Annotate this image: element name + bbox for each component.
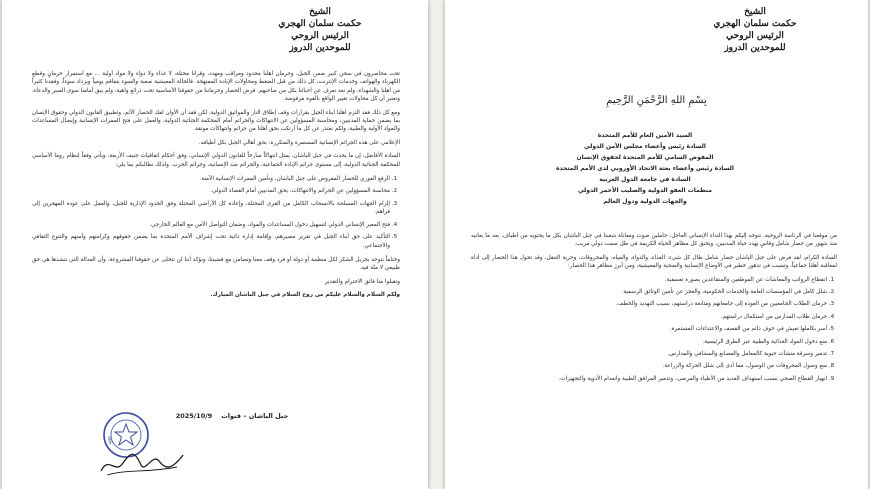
paragraph: من موقعنا في الرئاسة الروحية، نتوجه إليكم بهذا النداء الإنساني العاجل، حاملين صوت ومعاناة شعبنا في جبل الباشان بكل ما يحتويه من أطياف، بعد ما يعانيه منذ شهور من حصار شامل وقاسٍ يهدد حياة المدنيين، ويخنق كل مظاهر الحياة الكريمة في ظل صمت دولي مريب. — [471, 233, 837, 248]
letterhead-community: للموحدين الدروز — [289, 43, 351, 53]
letterhead-name: حكمت سلمان الهجري — [713, 19, 797, 29]
recipient: السادة في جامعة الدول العربية — [599, 176, 691, 183]
list-item: 3. إلزام الجهات المسلحة بالانسحاب الكامل من القرى المحتلة، وإعادة كل الأراضي المحتلة وفق الحدود الإدارية للجبل، والعمل على عودة المهجرين إلى قراهم. — [32, 200, 390, 217]
letter-page-right — [445, 0, 868, 489]
recipient: منظمات العفو الدولية والصليب الأحمر الدولي — [577, 187, 712, 194]
letterhead-name: حكمت سلمان الهجري — [278, 19, 362, 29]
letterhead — [240, 6, 400, 54]
recipient: والجهات الدولية ودول العالم — [603, 198, 687, 205]
list-item: 2. شلل كامل في المؤسسات العامة والخدمات الحكومية، والعجز عن تأمين الوثائق الرسمية. — [471, 288, 827, 296]
list-item: 7. تدمير وسرقة منشآت حيوية كالمعامل والمصانع والمشافي والمدارس. — [471, 350, 827, 358]
signature-place: جبل الباشان – قنوات — [221, 412, 289, 420]
recipient: السادة رئيس وأعضاء مجلس الأمن الدولي — [584, 143, 706, 150]
paragraph: ومع كل ذلك فقد التزم أهلنا أبناء الجبل بقرارات وقف إطلاق النار والمواثيق الدولية، لكن فقد أن الأوان لفك الحصار الآثم، وتطبيق القانون الدولي وحقوق الإنسان بما يضمن حماية المدنيين، ومحاسبة المسؤولين عن الانتهاكات والجرائم أمام المحكمة الجنائية الدولية، والعمل على فتح الممرات الإنسانية وإيصال المساعدات والمواد الأولية والطبية، ولكم نعتذر عن كل ما ارتكب بحق أهلنا من جرائم وانتهاكات موثقة. — [32, 109, 400, 133]
letterhead-role: الرئيس الروحي — [291, 31, 349, 41]
signature-place-date — [142, 412, 322, 420]
list-item: 1. انقطاع الرواتب والمعاشات عن الموظفين والمتقاعدين بصورة تعسفية. — [471, 276, 827, 284]
list-item: 8. منع وصول المحروقات من الوصول، مما أدى إلى شلل الحركة والزراعة. — [471, 362, 827, 370]
recipients-list — [505, 130, 785, 207]
list-item: 1. الرفع الفوري للحصار المفروض على جبل الباشان، وتأمين الممرات الإنسانية الآمنة. — [32, 175, 390, 183]
letterhead-role: الرئيس الروحي — [726, 31, 784, 41]
letterhead-title: الشيخ — [309, 7, 331, 17]
list-item: 2. محاسبة المسؤولين عن الجرائم والانتهاكات، بحق المدنيين أمام القضاء الدولي. — [32, 187, 390, 195]
closing-paragraph: وختاماً نتوجه بجزيل الشكر لكل منظمة أو دولة أو فرد وقف معنا وتضامن مع قضيتنا، ونؤكد أننا لن نتخلى عن حقوقنا المشروعة، وأن العدالة التي ننشدها هي حق طبيعي لا منّة فيه. — [32, 256, 400, 272]
paragraph: تحت محاصرون في سجن كبير ضمن الجبل، وحرمان أهلنا محدود ومراقب ومهدد، وقرانا محتلة، لا غذاء ولا دواء ولا مواد أولية ... مع استمرار حرمانٍ وقطع الكهرباء والهواتف وخدمات الإنترنت، كل ذلك من قبل الضغط ومحاولات الإبادة الممنهجة. فالحالة المعيشية صعبة والسوء يتفاقم يومياً ويزداد سوءاً، وفقدنا كثيراً من أهلنا والشهداء، ولم نعد نعرف عن أحبائنا بكل من صاحبهم. فرض الحصار وحرماننا من حقوقنا الأساسية تحت ذرائع واهية، ولم يبق أمامنا سوى الصبر والدعاء، ونعتبر أن كل محاولات تغيير الواقع بالقوة مرفوضة. — [32, 71, 400, 103]
closing-paragraph: وتقبلوا منا فائق الاحترام والتقدير — [324, 278, 400, 285]
handwritten-signature-icon — [97, 445, 187, 479]
list-item: 4. حرمان طلاب المدارس من استكمال دراستهم. — [471, 313, 827, 321]
list-item: 5. التأكيد على حق أبناء الجبل في تقرير مصيرهم، وإقامة إدارة ذاتية تحت إشراف الأمم المتحدة بما يضمن حقوقهم وكرامتهم وأمنهم والتنوع الثقافي والاجتماعي. — [32, 233, 390, 250]
letterhead-title: الشيخ — [744, 7, 766, 17]
list-item: 3. حرمان الطلاب الجامعيين من العودة إلى جامعاتهم ومتابعة دراستهم، بسبب التهديد والخطف. — [471, 300, 827, 308]
list-item: 6. منع دخول المواد الغذائية والطبية عبر الطرق الرئيسية. — [471, 338, 827, 346]
letter-page-left — [2, 0, 428, 489]
greeting: ولكم السلام والسلام عليكم من روح السلام في جبل الباشان المبارك. — [210, 292, 400, 299]
letterhead — [675, 6, 835, 54]
list-item: 5. أسر بكاملها تعيش في خوف دائم من القصف والاعتداءات المستمرة. — [471, 325, 827, 333]
paragraph: السادة الكرام، لقد فرض على جبل الباشان حصار شامل طال كل شيء: الغذاء، والدواء، والمياه، والمحروقات، وحرية التنقل، وقد تحول هذا الحصار إلى أداة لمعاقبة أهلنا جماعياً، وتسبب في تدهور خطير في الأوضاع الإنسانية والصحية والمعيشية، ومن أبرز مظاهر هذا الحصار: — [471, 254, 837, 270]
demands-list — [32, 175, 400, 250]
letterhead-community: للموحدين الدروز — [724, 43, 786, 53]
letter-body — [471, 232, 837, 482]
paragraph: الإعلامي على هذه الجرائم الإنسانية المستمرة والمتكررة، بحق أهالي الجبل بكل أطيافه. — [198, 139, 400, 146]
demands-intro: السادة الأفاضل، إن ما يحدث في جبل الباشان، يمثل انتهاكاً صارخاً للقانون الدولي الإنساني، وفق أحكام اتفاقيات جنيف الأربعة، ويأتي وفقاً لنظام روما الأساسي للمحكمة الجنائية الدولية، إلى مستوى جرائم الإبادة الجماعية، والجرائم ضد الإنسانية، وجرائم الحرب. ولذلك نطالبكم بما يلي: — [32, 153, 400, 168]
recipient: السيد الأمين العام للأمم المتحدة — [597, 132, 693, 139]
conditions-list — [471, 276, 837, 384]
signature-date: 2025/10/9 — [175, 412, 213, 420]
bismillah: بِسْمِ اللهِ الرَّحْمَنِ الرَّحِيمِ — [606, 95, 707, 106]
svg-text:DRUZE UNITARIANS: ANS — [106, 436, 114, 446]
list-item: 9. انهيار القطاع الصحي بسبب استهداف العديد من الأطباء والمرضى، وتدمير المرافق الطبية وانعدام الأدوية والتجهيزات. — [471, 375, 827, 383]
recipient: السادة رئيس وأعضاء بعثة الاتحاد الأوروبي لدى الأمم المتحدة — [556, 165, 734, 172]
recipient: المفوض السامي للأمم المتحدة لحقوق الإنسان — [576, 154, 714, 161]
list-item: 4. فتح المعبر الإنساني الدولي لتسهيل دخول المساعدات والمواد، وضمان التواصل الآمن مع العالم الخارجي. — [32, 221, 390, 229]
letter-body — [32, 70, 400, 400]
